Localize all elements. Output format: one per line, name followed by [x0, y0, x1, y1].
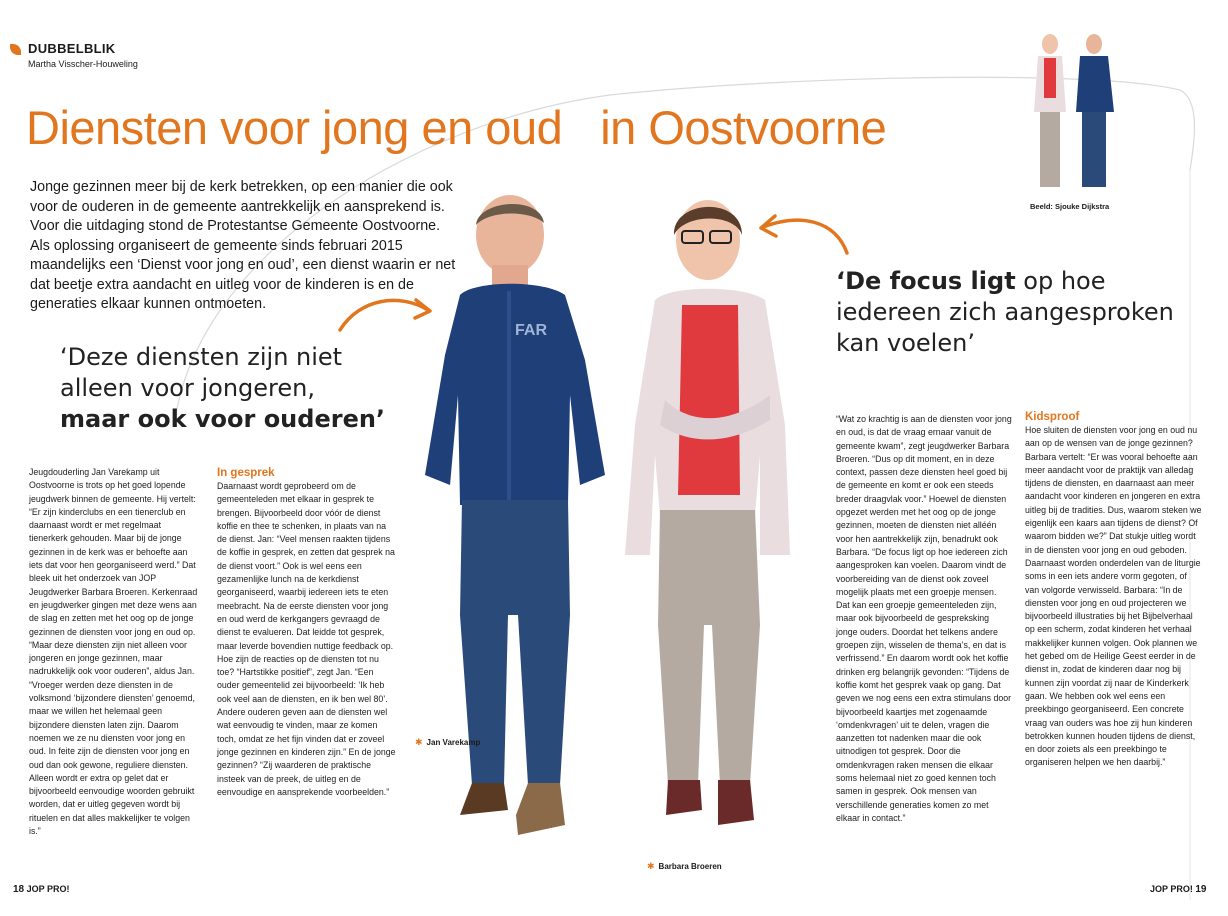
page-number-left: 18 [13, 884, 25, 895]
page-title [26, 100, 886, 155]
footer-right [1150, 884, 1207, 895]
magazine-name-left: JOP PRO! [26, 884, 70, 894]
quote-left-line-3: maar ook voor ouderen’ [60, 405, 386, 433]
quote-right-line-2: iedereen zich aangesproken [836, 298, 1174, 326]
column-2-text: Daarnaast wordt geprobeerd om de gemeenteleden met elkaar in gesprek te brengen. Bijvoorbeeld door vóór de dienst koffie en thee te schenken, in plaats van na de dienst. Jan: “Veel mensen raakten tijdens de koffie in gesprek, en zetten dat gesprek na de dienst voort.” Ook is wel eens een gezamenlijke lunch na de kerkdienst georganiseerd, waarbij iedereen iets te eten meebracht. Na de eerste diensten voor jong en oud werd de kerkgangers gevraagd de dienst te evalueren. Dat leidde tot gesprek, maar leverde bovendien nuttige feedback op. Hoe zijn de reacties op de diensten tot nu toe? “Hartstikke positief”, zegt Jan. “Een ouder gemeentelid zei bijvoorbeeld: ‘Ik heb ook veel aan de diensten, en ik ben wel 80’. Andere ouderen geven aan de diensten wel wat eenvoudig te vinden, maar ze komen toch, omdat ze het fijn vinden dat er zoveel jonge gezinnen en kinderen zijn.” En de jonge gezinnen? “Zij waarderen de praktische insteek van de preek, de uitleg en de eenvoudige en aansprekende voorbeelden.” [217, 481, 396, 797]
page-number-right: 19 [1195, 884, 1207, 895]
magazine-name-right: JOP PRO! [1150, 884, 1193, 894]
heading-in-gesprek: In gesprek [217, 467, 275, 479]
quote-left [60, 342, 420, 435]
column-4 [1025, 410, 1203, 770]
title-part-1: Diensten voor jong en oud [26, 101, 563, 154]
quote-right-bold: ‘De focus ligt [836, 267, 1016, 295]
star-icon: ✱ [415, 737, 423, 747]
caption-barbara-text: Barbara Broeren [658, 862, 722, 871]
column-1: Jeugdouderling Jan Varekamp uit Oostvoorne is trots op het goed lopende jeugdwerk binnen de gemeente. Hij vertelt: “Er zijn kinderclubs en een tienerclub en daarnaast wordt er met regelmaat tienerkerk gehouden. Maar bij de jonge gezinnen in de kerk was er behoefte aan iets dat voor hen georganiseerd werd.” Dat bleek uit het onderzoek van JOP Jeugdwerker Barbara Broeren. Kerkenraad en jeugdwerker gingen met deze wens aan de slag en zetten met het oog op de jonge gezinnen de diensten voor jong en oud op. “Maar deze diensten zijn niet alleen voor jongeren en jonge gezinnen, maar nadrukkelijk ook voor ouderen”, aldus Jan. “Vroeger werden deze diensten in de volksmond ‘bijzondere diensten’ genoemd, maar we willen het helemaal geen bijzondere diensten laten zijn. Daarom noemen we ze nu diensten voor jong en oud. In feite zijn de diensten voor jong en oud dan ook gewone, reguliere diensten. Alleen wordt er extra op gelet dat er bijvoorbeeld eenvoudige woorden gebruikt worden, dat er uitleg gegeven wordt bij rituelen en dat alles makkelijker te volgen is.” [29, 467, 198, 837]
caption-jan-text: Jan Varekamp [426, 738, 481, 747]
column-4-text: Hoe sluiten de diensten voor jong en oud nu aan op de wensen van de jonge gezinnen? Barbara vertelt: “Er was vooral behoefte aan meer aandacht voor de praktijk van alledag tijdens de diensten, en daarnaast aan meer aandacht voor kinderen en jongeren en extra uitleg bij de tradities. Dus, waarom steken we eigenlijk een kaars aan tijdens de dienst? Of waarom bidden we?” Dat stukje uitleg wordt in de diensten voor jong en oud geboden. Daarnaast worden onderdelen van de liturgie soms in een iets andere vorm gegoten, of van volgorde verwisseld. Barbara: “In de diensten voor jong en oud projecteren we bijvoorbeeld illustraties bij het Bijbelverhaal op een scherm, zodat kinderen het verhaal makkelijker kunnen volgen. Ook plannen we het gebed om de Heilige Geest eerder in de dienst in, zodat de kinderen daar nog bij kunnen zijn voordat zij naar de Kinderkerk gaan. We hebben ook wel eens een preekbingo georganiseerd. Een concrete vraag van ouders was hoe zij hun kinderen betrokken kunnen houden tijdens de dienst, en door zoiets als een preekbingo te organiseren helpen we hen daarbij.” [1025, 425, 1202, 768]
svg-text:FAR: FAR [515, 322, 547, 339]
intro-paragraph: Jonge gezinnen meer bij de kerk betrekken, op een manier die ook voor de ouderen in de gemeente aantrekkelijk en aansprekend is. Voor die uitdaging stond de Protestantse Gemeente Oostvoorne. Als oplossing organiseert de gemeente sinds februari 2015 maandelijks een ‘Dienst voor jong en oud’, een dienst waarin er net dat beetje extra aandacht en uitleg voor de kinderen is en de generaties elkaar kunnen ontmoeten. [30, 179, 456, 312]
title-part-2: in Oostvoorne [600, 101, 887, 154]
column-2 [217, 466, 397, 799]
jan-varekamp-photo [420, 195, 610, 865]
quote-right [836, 266, 1216, 359]
barbara-broeren-photo [620, 195, 800, 865]
quote-right-rest: op hoe [1015, 267, 1106, 295]
quote-left-line-1: ‘Deze diensten zijn niet [60, 343, 343, 371]
star-icon: ✱ [647, 861, 655, 871]
footer-left [13, 884, 70, 895]
quote-right-line-3: kan voelen’ [836, 329, 975, 357]
section-label: DUBBELBLIK [28, 41, 116, 56]
heading-kidsproof: Kidsproof [1025, 411, 1080, 423]
photo-credit: Beeld: Sjouke Dijkstra [1030, 202, 1110, 211]
small-group-photo [1028, 32, 1118, 197]
quote-left-line-2: alleen voor jongeren, [60, 374, 315, 402]
caption-barbara [647, 861, 722, 872]
column-3: “Wat zo krachtig is aan de diensten voor jong en oud, is dat de vraag ernaar vanuit de gemeente kwam”, zegt jeugdwerker Barbara Broeren. “Dus op dit moment, en in deze context, passen deze diensten heel goed bij de gemeente en komt er ook een steeds breder draagvlak voor.” Hoewel de diensten opgezet werden met het oog op de jonge gezinnen, moeten de diensten niet alléén voor hen aantrekkelijk zijn, benadrukt ook Barbara. “De focus ligt op hoe iedereen zich aangesproken kan voelen. Daarom vindt de voorbereiding van de dienst ook zoveel mogelijk plaats met een groepje mensen. Dat kan een groepje gemeenteleden zijn, maar ook bijvoorbeeld de gespreksking jonge ouders. Doordat het telkens andere groepen zijn, wisselen de thema’s, en dat is verfrissend.” En daarom wordt ook het koffie drinken erg belangrijk gevonden: “Tijdens de koffie komt het gesprek vaak op gang. Dat geven we nog eens een extra stimulans door bijvoorbeeld kaartjes met zogenaamde ‘omdenkvragen’ uit te delen, vragen die aanzetten tot nadenken maar die ook uitnodigen tot gesprek. Door die omdenkvragen raken mensen die elkaar soms helemaal niet zo goed kennen toch samen in gesprek. Ook mensen van verschillende generaties komen zo met elkaar in contact.” [836, 414, 1012, 823]
author-name: Martha Visscher-Houweling [28, 59, 138, 69]
caption-jan [415, 737, 480, 748]
